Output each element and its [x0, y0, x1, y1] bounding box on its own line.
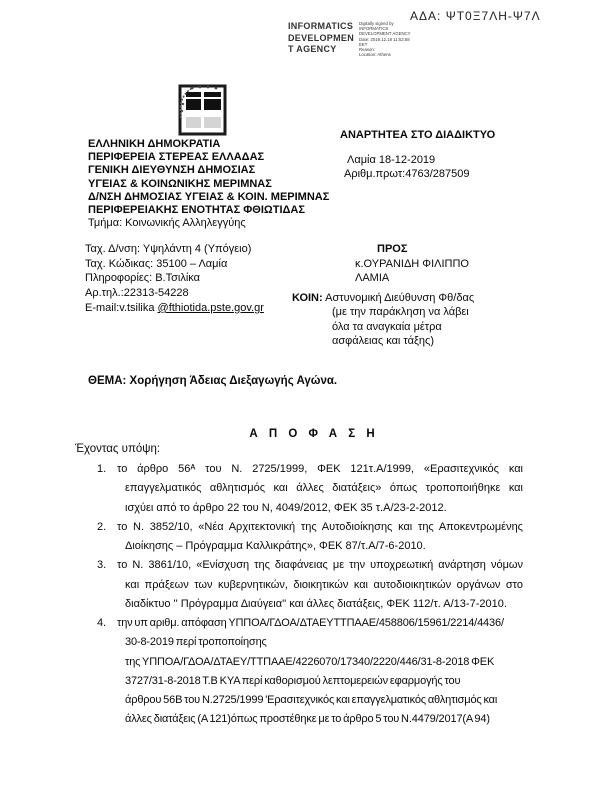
- decision-item: [97, 518, 523, 557]
- decision-item-line: και πράξεων των κυβερνητικών, διοικητικών και αυτοδιοικητικών οργάνων στο: [125, 578, 523, 591]
- letterhead-line: ΓΕΝΙΚΗ ΔΙΕΥΘΥΝΣΗ ΔΗΜΟΣΙΑΣ: [88, 164, 256, 177]
- item-number: 3.: [97, 559, 107, 572]
- email-link[interactable]: @fthiotida.pste.gov.gr: [157, 301, 264, 314]
- letterhead-line: ΠΕΡΙΦΕΡΕΙΑΚΗΣ ΕΝΟΤΗΤΑΣ ΦΘΙΩΤΙΔΑΣ: [88, 204, 305, 217]
- cc-extra-line: όλα τα αναγκαία μέτρα: [332, 320, 442, 333]
- decision-item-line: 30-8-2019 περί τροποποίησης: [125, 636, 267, 649]
- signature-agency-line: DEVELOPMEN: [288, 32, 355, 43]
- decision-item-line: διαδίκτυο '' Πρόγραμμα Διαύγεια'' και άλλες διατάξεις, ΦΕΚ 112/τ. Α/13-7-2010.: [125, 597, 507, 610]
- letterhead: [88, 138, 329, 230]
- recipient-heading: ΠΡΟΣ: [377, 243, 408, 255]
- recipient-line: κ.ΟΥΡΑΝΙΔΗ ΦΙΛΙΠΠΟ: [355, 257, 469, 270]
- recipient-line: ΛΑΜΙΑ: [355, 272, 390, 284]
- item-text: το Ν. 3861/10, «Ενίσχυση της διαφάνειας με την υποχρεωτική ανάρτηση νόμων: [117, 559, 523, 572]
- item-number: 4.: [97, 617, 106, 629]
- item-number: 1.: [97, 463, 107, 475]
- recipient-block: [345, 242, 469, 286]
- email-line: [85, 301, 264, 316]
- cc-label: ΚΟΙΝ:: [292, 292, 323, 304]
- letterhead-line: ΠΕΡΙΦΕΡΕΙΑ ΣΤΕΡΕΑΣ ΕΛΛΑΔΑΣ: [88, 151, 265, 164]
- signature-details: [359, 21, 411, 57]
- decision-heading: Α Π Ο Φ Α Σ Η: [249, 428, 379, 440]
- department-line: Τμήμα: Κοινωνικής Αλληλεγγύης: [88, 217, 246, 230]
- subject-line: [88, 375, 337, 387]
- protocol-number: Αριθμ.πρωτ:4763/287509: [344, 167, 470, 180]
- ada-code: ΑΔΑ: ΨΤ0Ξ7ΛΗ-Ψ7Λ: [410, 9, 541, 23]
- contact-line: Αρ.τηλ.:22313-54228: [85, 287, 189, 300]
- signature-detail-line: Date: 2019.12.18 11:52:58: [359, 36, 410, 42]
- signature-detail-line: Location: Athens: [359, 52, 391, 58]
- contact-block: [85, 242, 264, 316]
- hellenic-coat-of-arms-icon: [178, 84, 230, 137]
- decision-item-line: άρθρου 56Β του Ν.2725/1999 'Ερασιτεχνικός και επαγγελματικός αθλητισμός και: [125, 694, 498, 706]
- decision-item-line: ισχύει από το άρθρο 22 του Ν, 4049/2012, ΦΕΚ 35 τ.Α/23-2-2012.: [125, 501, 447, 514]
- cc-block: [292, 291, 474, 349]
- cc-text: Αστυνομική Διεύθυνση Φθ/δας: [322, 292, 475, 304]
- signature-detail-line: INFORMATICS: [359, 26, 389, 32]
- cc-first-line: [292, 291, 474, 305]
- decision-item-line: της ΥΠΠΟΑ/ΓΔΟΑ/ΔΤΑΕΥ/ΤΤΠΑΑΕ/4226070/17340/2220/446/31-8-2018 ΦΕΚ: [125, 655, 495, 668]
- decision-item-line: επαγγελματικός αθλητισμός και άλλες διατάξεις» όπως τροποποιήθηκε και: [125, 482, 523, 495]
- letterhead-line: ΥΓΕΙΑΣ & ΚΟΙΝΩΝΙΚΗΣ ΜΕΡΙΜΝΑΣ: [88, 177, 272, 190]
- decision-item-line: [97, 614, 523, 633]
- signature-agency-line: T AGENCY: [288, 44, 337, 54]
- signature-agency-line: INFORMATICS: [288, 21, 354, 31]
- item-text: το Ν. 3852/10, «Νέα Αρχιτεκτονική της Αυτοδιοίκησης και της Αποκεντρωμένης: [117, 520, 523, 533]
- item-number: 2.: [97, 520, 107, 533]
- decision-item-line: 3727/31-8-2018 Τ.Β ΚΥΑ περί καθορισμού λεπτομερειών εφαρμογής του: [125, 674, 461, 687]
- decision-item: [97, 556, 523, 614]
- decision-item-line: άλλες διατάξεις (Α 121)όπως προστέθηκε με το άρθρο 5 του Ν.4479/2017(Α 94): [125, 713, 490, 726]
- contact-line: Πληροφορίες: Β.Τσιλίκα: [85, 272, 201, 285]
- signature-agency-name: [288, 21, 354, 57]
- contact-line: Ταχ. Κώδικας: 35100 – Λαμία: [85, 257, 228, 270]
- subject-label: ΘΕΜΑ:: [88, 375, 127, 387]
- signature-detail-line: Reason:: [359, 47, 376, 53]
- decision-item-line: [97, 556, 523, 575]
- signature-detail-line: Digitally signed by: [359, 21, 394, 26]
- decision-item: [97, 614, 523, 730]
- decision-item-line: [97, 518, 523, 537]
- email-prefix: E-mail:v.tsilika: [85, 301, 158, 314]
- letterhead-line: Δ/ΝΣΗ ΔΗΜΟΣΙΑΣ ΥΓΕΙΑΣ & ΚΟΙΝ. ΜΕΡΙΜΝΑΣ: [88, 190, 330, 203]
- contact-line: Ταχ. Δ/νση: Υψηλάντη 4 (Υπόγειο): [85, 243, 252, 255]
- decision-item: [97, 460, 523, 518]
- digital-signature-stamp: [288, 21, 411, 57]
- item-text: την υπ αριθμ. απόφαση ΥΠΠΟΑ/ΓΔΟΑ/ΔΤΑΕΥΤΤΠΑΑΕ/458806/15961/2214/4436/: [117, 617, 504, 629]
- date-protocol-block: [344, 154, 469, 182]
- place-date: Λαμία 18-12-2019: [347, 154, 436, 166]
- signature-detail-line: EET: [359, 41, 368, 47]
- item-text: το άρθρο 56ᴬ του Ν. 2725/1999, ΦΕΚ 121τ.Α/1999, «Ερασιτεχνικός και: [117, 463, 523, 475]
- subject-text: Χορήγηση Άδειας Διεξαγωγής Αγώνα.: [126, 375, 338, 387]
- decision-item-line: [97, 460, 523, 479]
- cc-extra-line: (με την παράκληση να λάβει: [332, 306, 469, 319]
- decision-items-list: [97, 460, 523, 730]
- signature-detail-line: DEVELOPMENT AGENCY: [359, 31, 411, 37]
- letterhead-line: ΕΛΛΗΝΙΚΗ ΔΗΜΟΚΡΑΤΙΑ: [88, 138, 221, 150]
- posting-notice: ΑΝΑΡΤΗΤΕΑ ΣΤΟ ΔΙΑΔΙΚΤΥΟ: [340, 129, 496, 141]
- decision-item-line: Διοίκησης – Πρόγραμμα Καλλικράτης», ΦΕΚ 87/τ.Α/7-6-2010.: [125, 540, 426, 552]
- cc-extra-line: ασφάλειας και τάξης): [332, 335, 434, 348]
- decision-preamble: Έχοντας υπόψη:: [75, 443, 161, 455]
